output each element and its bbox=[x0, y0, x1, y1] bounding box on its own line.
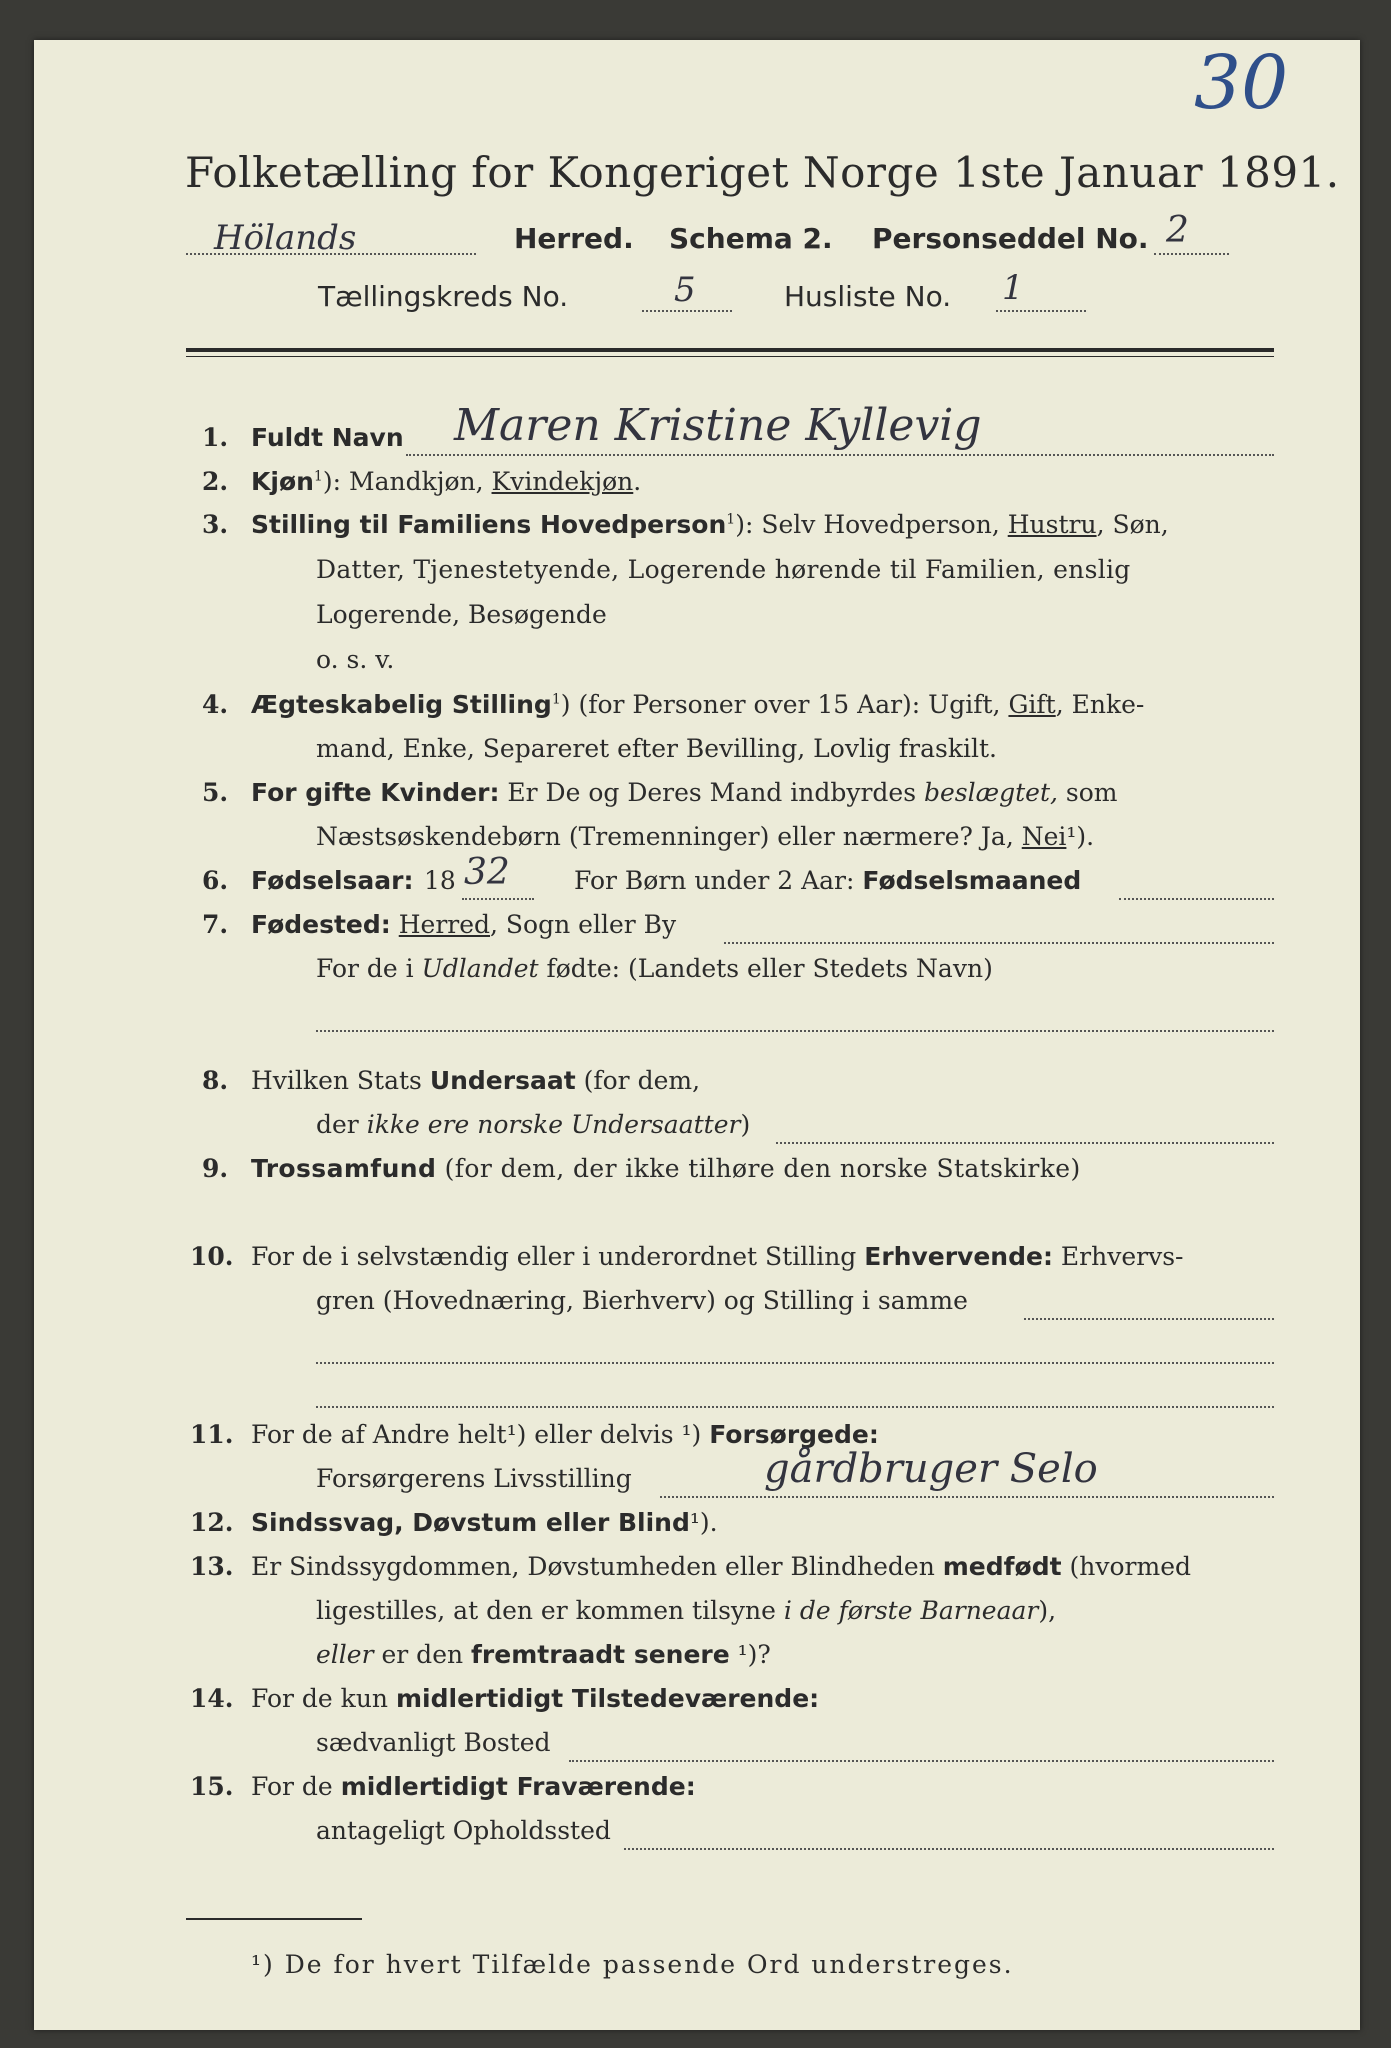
item-15-line-2: antageligt Opholdssted bbox=[316, 1816, 611, 1845]
item-14-number: 14. bbox=[190, 1684, 234, 1713]
census-form-page bbox=[34, 40, 1360, 2030]
item-6-rest bbox=[574, 866, 1081, 895]
item-7-number: 7. bbox=[202, 910, 229, 939]
item-2-label: Kjøn bbox=[251, 467, 314, 496]
item-4-underlined: Gift bbox=[1008, 690, 1056, 719]
item-3-number: 3. bbox=[202, 510, 229, 539]
item-5-italic: beslægtet, bbox=[924, 778, 1058, 807]
item-8-text-a: Hvilken Stats bbox=[251, 1066, 430, 1095]
kreds-value: 5 bbox=[674, 270, 696, 310]
item-8-line-2-a: der bbox=[316, 1110, 367, 1139]
item-4-line-2: mand, Enke, Separeret efter Bevilling, Lovlig fraskilt. bbox=[316, 734, 997, 763]
husliste-value: 1 bbox=[1002, 268, 1024, 308]
item-12-number: 12. bbox=[190, 1508, 234, 1537]
item-15-line-1 bbox=[251, 1772, 696, 1801]
item-5-text-a: Er De og Deres Mand indbyrdes bbox=[507, 778, 924, 807]
item-3-label: Stilling til Familiens Hovedperson bbox=[251, 510, 727, 539]
item-7-line-1 bbox=[251, 910, 676, 939]
item-2-text bbox=[251, 467, 641, 496]
item-4-sup: 1 bbox=[551, 691, 561, 708]
herred-value: Hölands bbox=[214, 218, 357, 258]
item-4-line-1 bbox=[251, 690, 1144, 719]
personseddel-value: 2 bbox=[1166, 210, 1189, 251]
item-8-line-1 bbox=[251, 1066, 700, 1095]
item-5-underlined: Nei bbox=[1021, 822, 1067, 851]
item-6-number: 6. bbox=[202, 866, 229, 895]
item-4-number: 4. bbox=[202, 690, 229, 719]
item-11-line-1 bbox=[251, 1420, 879, 1449]
item-15-number: 15. bbox=[190, 1772, 234, 1801]
item-8-text-b: (for dem, bbox=[575, 1066, 701, 1095]
item-5-label: For gifte Kvinder: bbox=[251, 778, 500, 807]
item-2-underlined: Kvindekjøn bbox=[491, 467, 634, 496]
item-10-dots bbox=[1024, 1318, 1274, 1320]
item-3-line-4: o. s. v. bbox=[316, 645, 395, 674]
item-13-line-2-a: ligestilles, at den er kommen tilsyne bbox=[316, 1596, 784, 1625]
personseddel-label: Personseddel No. bbox=[872, 222, 1149, 255]
item-6-label: Fødselsaar: bbox=[251, 866, 414, 895]
item-6-rest-bold: Fødselsmaaned bbox=[862, 866, 1082, 895]
item-5-line-1 bbox=[251, 778, 1118, 807]
item-3-line-1 bbox=[251, 510, 1169, 539]
form-title: Folketælling for Kongeriget Norge 1ste Januar 1891. bbox=[185, 148, 1340, 197]
item-5-number: 5. bbox=[202, 778, 229, 807]
full-name-value: Maren Kristine Kyllevig bbox=[454, 400, 982, 451]
item-3-text-b: , Søn, bbox=[1096, 510, 1169, 539]
item-12-bold: Sindssvag, Døvstum eller Blind bbox=[251, 1508, 690, 1537]
item-5-line-2-a: Næstsøskendebørn (Tremenninger) eller nærmere? Ja, bbox=[316, 822, 1022, 851]
item-4-label: Ægteskabelig Stilling bbox=[251, 690, 552, 719]
item-7-italic: Udlandet bbox=[421, 954, 539, 983]
header-rule-thick bbox=[186, 348, 1274, 352]
item-13-line-3-a: er den bbox=[373, 1640, 472, 1669]
item-13-text-a: Er Sindssygdommen, Døvstumheden eller Blindheden bbox=[251, 1552, 943, 1581]
husliste-label: Husliste No. bbox=[784, 280, 952, 313]
item-5-text-b: som bbox=[1057, 778, 1118, 807]
item-1-dots bbox=[406, 454, 1274, 456]
item-11-line-2: Forsørgerens Livsstilling bbox=[316, 1464, 632, 1493]
item-2-text-a: ): Mandkjøn, bbox=[322, 467, 492, 496]
item-10-dots-2 bbox=[316, 1362, 1274, 1364]
birth-year-value: 32 bbox=[464, 852, 510, 893]
herred-label: Herred. bbox=[514, 222, 634, 255]
item-14-text: For de kun bbox=[251, 1684, 396, 1713]
item-3-text-a: ): Selv Hovedperson, bbox=[735, 510, 1008, 539]
item-8-number: 8. bbox=[202, 1066, 229, 1095]
item-10-bold: Erhvervende: bbox=[864, 1242, 1053, 1271]
schema-label: Schema 2. bbox=[669, 222, 833, 255]
item-4-text-b: , Enke- bbox=[1055, 690, 1145, 719]
item-6-dots bbox=[1119, 898, 1274, 900]
item-10-text-a: For de i selvstændig eller i underordnet Stilling bbox=[251, 1242, 865, 1271]
item-9-number: 9. bbox=[202, 1154, 229, 1183]
item-15-bold: midlertidigt Fraværende: bbox=[340, 1772, 696, 1801]
item-7-text: , Sogn eller By bbox=[490, 910, 677, 939]
item-14-line-1 bbox=[251, 1684, 819, 1713]
item-15-text: For de bbox=[251, 1772, 341, 1801]
footnote: ¹) De for hvert Tilfælde passende Ord understreges. bbox=[251, 1950, 1014, 1979]
item-13-bold: medfødt bbox=[942, 1552, 1062, 1581]
item-7-line-2-a: For de i bbox=[316, 954, 422, 983]
item-10-text-b: Erhvervs- bbox=[1052, 1242, 1184, 1271]
item-12-line-1 bbox=[251, 1508, 718, 1537]
item-11-dots bbox=[660, 1496, 1274, 1498]
item-9-line-1 bbox=[251, 1154, 1081, 1183]
item-10-line-2: gren (Hovednæring, Bierhverv) og Stilling i samme bbox=[316, 1286, 968, 1315]
item-7-label: Fødested: bbox=[251, 910, 391, 939]
item-13-text-b: (hvormed bbox=[1061, 1552, 1191, 1581]
husliste-dots bbox=[996, 310, 1086, 312]
item-13-line-1 bbox=[251, 1552, 1191, 1581]
item-10-line-1 bbox=[251, 1242, 1183, 1271]
item-8-italic: ikke ere norske Undersaatter bbox=[366, 1110, 741, 1139]
item-5-line-2 bbox=[316, 822, 1094, 851]
personseddel-dots bbox=[1154, 253, 1229, 255]
item-13-line-2 bbox=[316, 1596, 1056, 1625]
item-9-text: (for dem, der ikke tilhøre den norske Statskirke) bbox=[436, 1154, 1081, 1183]
item-2-text-b: . bbox=[633, 467, 642, 496]
provider-occupation-value: gårdbruger Selo bbox=[764, 1446, 1098, 1492]
item-6-rest-text: For Børn under 2 Aar: bbox=[574, 866, 855, 895]
page-number: 30 bbox=[1194, 40, 1289, 126]
item-7-line-2-b: fødte: (Landets eller Stedets Navn) bbox=[538, 954, 993, 983]
item-3-line-3: Logerende, Besøgende bbox=[316, 600, 607, 629]
item-14-line-2: sædvanligt Bosted bbox=[316, 1728, 551, 1757]
item-1-number: 1. bbox=[202, 423, 229, 452]
item-11-number: 11. bbox=[190, 1420, 234, 1449]
item-11-text-b: ¹) eller delvis ¹) bbox=[506, 1420, 710, 1449]
item-8-line-2-b: ) bbox=[740, 1110, 751, 1139]
item-4-text-a: ) (for Personer over 15 Aar): Ugift, bbox=[560, 690, 1009, 719]
item-7-underlined: Herred bbox=[398, 910, 491, 939]
item-5-line-2-b: ¹). bbox=[1066, 822, 1095, 851]
item-10-number: 10. bbox=[190, 1242, 234, 1271]
item-2-sup: 1 bbox=[313, 468, 323, 485]
item-8-bold: Undersaat bbox=[429, 1066, 576, 1095]
item-15-dots bbox=[624, 1848, 1274, 1850]
item-1-label: Fuldt Navn bbox=[251, 423, 404, 452]
kreds-label: Tællingskreds No. bbox=[318, 280, 569, 313]
item-13-line-3-italic: eller bbox=[316, 1640, 374, 1669]
item-8-dots bbox=[776, 1142, 1274, 1144]
item-13-line-2-b: ), bbox=[1038, 1596, 1057, 1625]
item-7-dots-2 bbox=[316, 1030, 1274, 1032]
item-6-year-dots bbox=[462, 898, 534, 900]
item-2-number: 2. bbox=[202, 467, 229, 496]
item-10-dots-3 bbox=[316, 1406, 1274, 1408]
kreds-dots bbox=[642, 310, 732, 312]
item-3-sup: 1 bbox=[726, 511, 736, 528]
item-13-line-3 bbox=[316, 1640, 771, 1669]
item-14-dots bbox=[569, 1760, 1274, 1762]
item-3-line-2: Datter, Tjenestetyende, Logerende hørende til Familien, enslig bbox=[316, 555, 1131, 584]
item-11-bold: Forsørgede: bbox=[709, 1420, 879, 1449]
item-7-line-2 bbox=[316, 954, 993, 983]
header-rule-thin bbox=[186, 356, 1274, 357]
item-6-prefix: 18 bbox=[424, 866, 456, 895]
item-13-line-3-b: ¹)? bbox=[729, 1640, 771, 1669]
item-12-tail: ¹). bbox=[689, 1508, 718, 1537]
item-11-text-a: For de af Andre helt bbox=[251, 1420, 507, 1449]
item-13-number: 13. bbox=[190, 1552, 234, 1581]
footnote-rule bbox=[186, 1918, 362, 1920]
item-7-dots bbox=[724, 942, 1274, 944]
item-14-bold: midlertidigt Tilstedeværende: bbox=[395, 1684, 820, 1713]
item-8-line-2 bbox=[316, 1110, 750, 1139]
item-3-underlined: Hustru bbox=[1007, 510, 1097, 539]
item-9-bold: Trossamfund bbox=[251, 1154, 437, 1183]
item-13-line-3-bold: fremtraadt senere bbox=[471, 1640, 730, 1669]
item-13-italic: i de første Barneaar bbox=[783, 1596, 1039, 1625]
